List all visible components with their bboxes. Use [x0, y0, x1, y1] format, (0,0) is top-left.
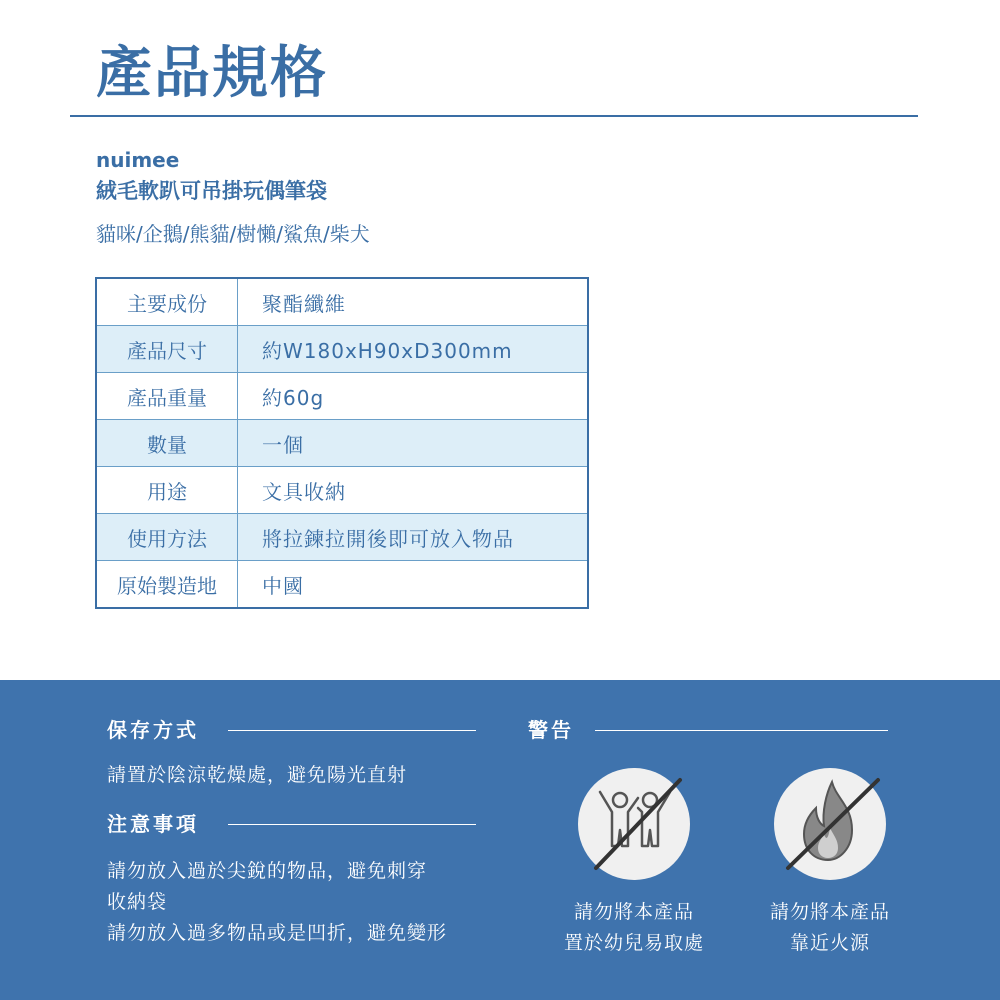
warning-caption: 請勿將本產品 — [573, 901, 694, 923]
spec-value: 約60g — [238, 373, 589, 420]
spec-value: 約W180xH90xD300mm — [238, 326, 589, 373]
spec-label: 用途 — [96, 467, 238, 514]
warning-caption: 置於幼兒易取處 — [563, 932, 704, 954]
spec-value: 中國 — [262, 573, 304, 598]
warning-divider — [595, 730, 888, 731]
storage-divider — [228, 730, 476, 731]
table-row — [96, 420, 588, 467]
notes-text-line: 請勿放入過多物品或是凹折，避免變形 — [107, 922, 448, 944]
spec-label: 主要成份 — [96, 278, 238, 326]
spec-label: 原始製造地 — [96, 561, 238, 609]
product-name: 絨毛軟趴可吊掛玩偶筆袋 — [96, 179, 327, 203]
table-row — [96, 514, 588, 561]
brand-name: nuimee — [96, 148, 180, 172]
warning-heading: 警告 — [528, 718, 574, 742]
spec-label: 產品尺寸 — [96, 326, 238, 373]
warning-caption: 靠近火源 — [789, 932, 870, 954]
no-fire-icon — [774, 768, 886, 880]
no-children-icon — [578, 768, 690, 880]
page-title: 產品規格 — [96, 41, 328, 106]
product-variants: 貓咪/企鵝/熊貓/樹懶/鯊魚/柴犬 — [96, 222, 370, 246]
notes-text-line: 收納袋 — [107, 891, 168, 913]
table-row — [96, 561, 588, 609]
title-divider — [70, 115, 918, 117]
spec-table — [95, 277, 589, 609]
spec-label: 產品重量 — [96, 373, 238, 420]
table-row — [96, 278, 588, 326]
notes-text-line: 請勿放入過於尖銳的物品，避免刺穿 — [107, 860, 428, 882]
spec-label: 使用方法 — [96, 514, 238, 561]
spec-value: 聚酯纖維 — [238, 278, 589, 326]
table-row — [96, 467, 588, 514]
spec-value: 一個 — [238, 420, 589, 467]
spec-value: 將拉鍊拉開後即可放入物品 — [238, 514, 589, 561]
table-row — [96, 326, 588, 373]
notes-heading: 注意事項 — [107, 812, 199, 836]
notes-divider — [228, 824, 476, 825]
table-row — [96, 373, 588, 420]
care-info-panel — [0, 680, 1000, 1000]
storage-text: 請置於陰涼乾燥處，避免陽光直射 — [107, 764, 408, 786]
warning-caption: 請勿將本產品 — [769, 901, 890, 923]
storage-heading: 保存方式 — [107, 718, 199, 742]
spec-label: 數量 — [96, 420, 238, 467]
spec-value: 文具收納 — [238, 467, 589, 514]
